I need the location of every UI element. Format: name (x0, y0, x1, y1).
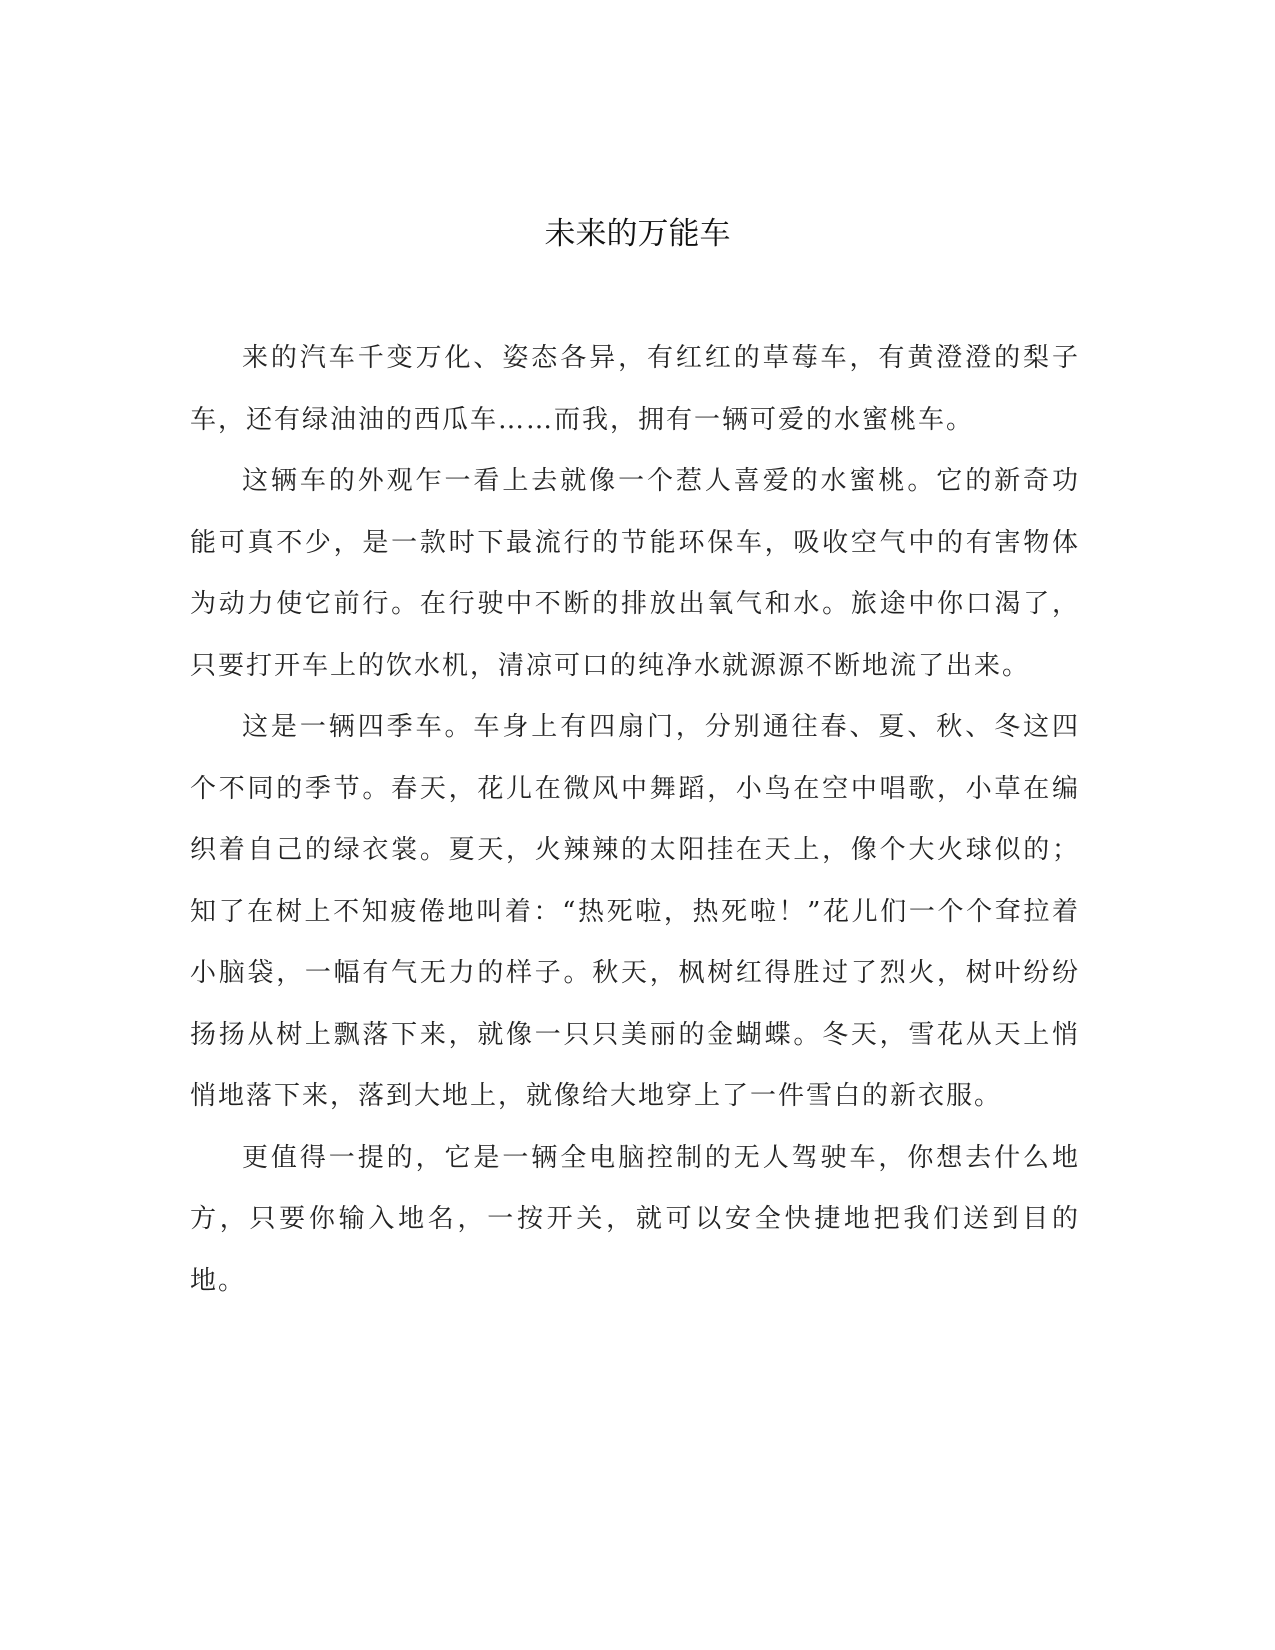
paragraph-1: 来的汽车千变万化、姿态各异，有红红的草莓车，有黄澄澄的梨子车，还有绿油油的西瓜车……而我，拥有一辆可爱的水蜜桃车。 (190, 343, 1080, 435)
paragraph-3: 这是一辆四季车。车身上有四扇门，分别通往春、夏、秋、冬这四个不同的季节。春天，花儿在微风中舞蹈，小鸟在空中唱歌，小草在编织着自己的绿衣裳。夏天，火辣辣的太阳挂在天上，像个大火球似的；知了在树上不知疲倦地叫着：“热死啦，热死啦！”花儿们一个个耷拉着小脑袋，一幅有气无力的样子。秋天，枫树红得胜过了烈火，树叶纷纷扬扬从树上飘落下来，就像一只只美丽的金蝴蝶。冬天，雪花从天上悄悄地落下来，落到大地上，就像给大地穿上了一件雪白的新衣服。 (190, 712, 1080, 1111)
paragraph-2: 这辆车的外观乍一看上去就像一个惹人喜爱的水蜜桃。它的新奇功能可真不少，是一款时下最流行的节能环保车，吸收空气中的有害物体为动力使它前行。在行驶中不断的排放出氧气和水。旅途中你口渴了，只要打开车上的饮水机，清凉可口的纯净水就源源不断地流了出来。 (190, 466, 1080, 681)
document-body (190, 328, 1080, 1312)
paragraph-4: 更值得一提的，它是一辆全电脑控制的无人驾驶车，你想去什么地方，只要你输入地名，一按开关，就可以安全快捷地把我们送到目的地。 (190, 1142, 1080, 1296)
document-title: 未来的万能车 (544, 216, 731, 252)
